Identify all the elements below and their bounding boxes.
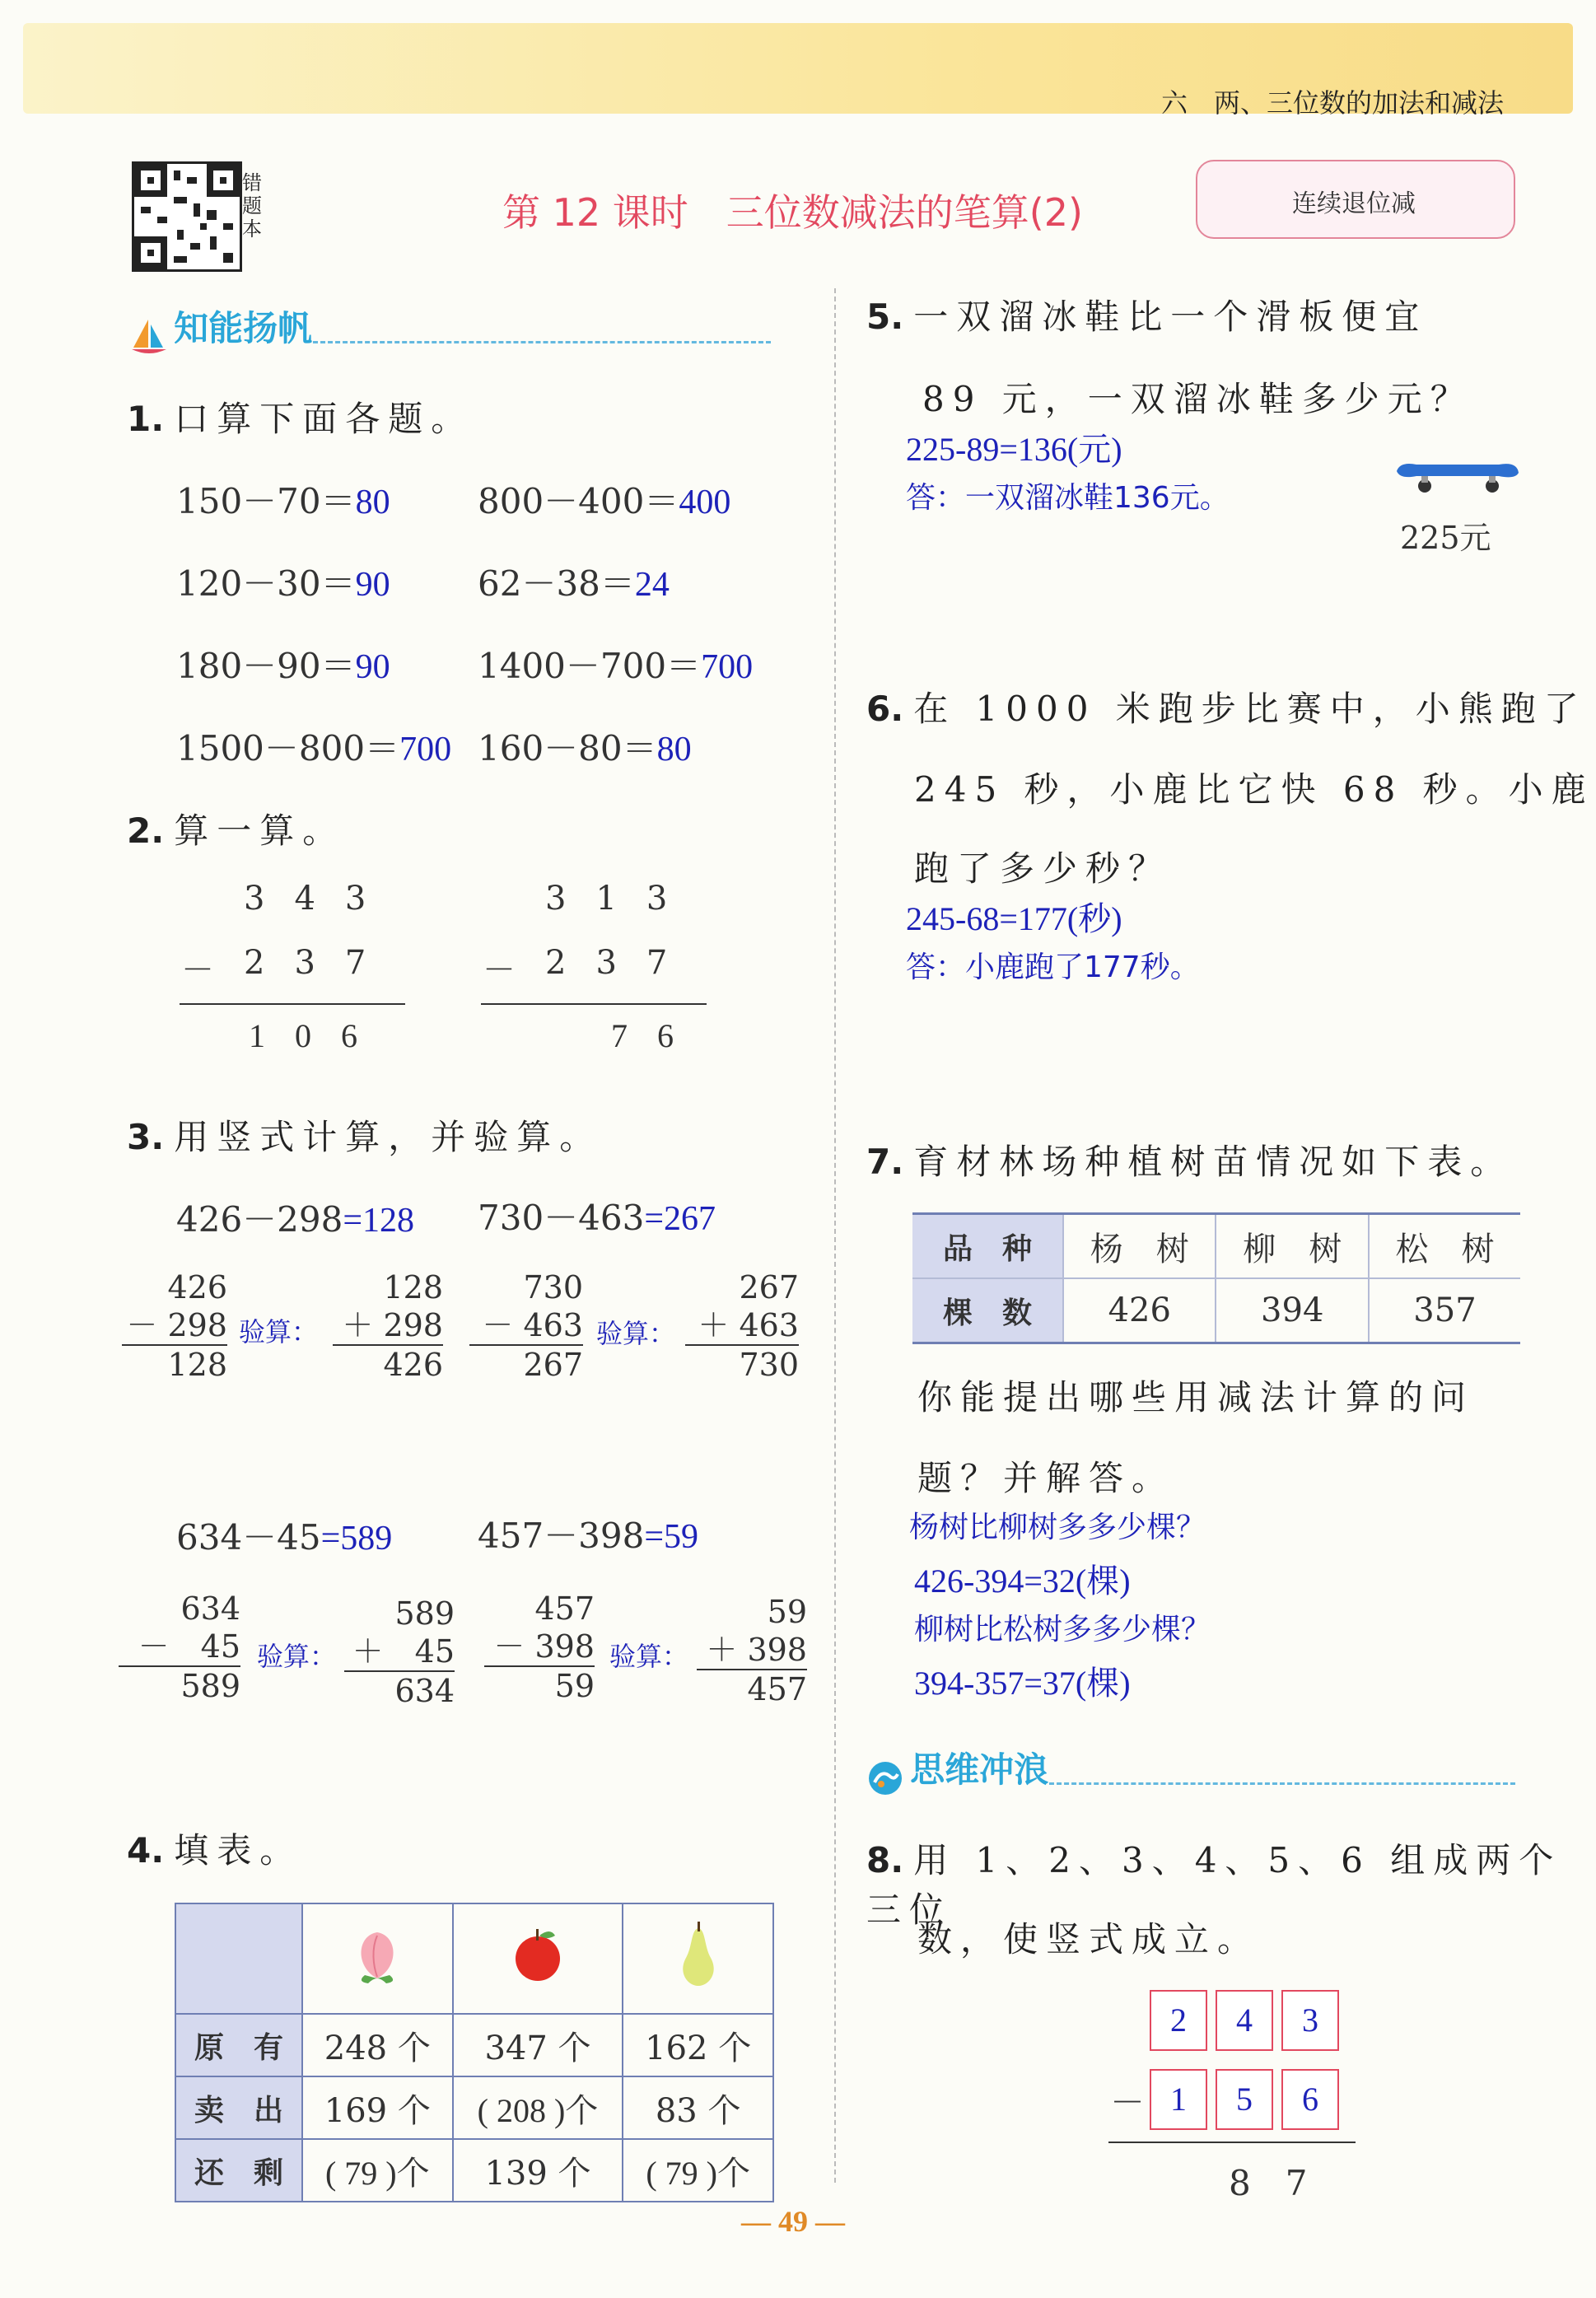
q5-answer-text: 答：一双溜冰鞋136元。: [906, 481, 1230, 515]
sailboat-icon: [128, 316, 170, 357]
q2b-minus: －: [483, 951, 545, 989]
page-number: — 49 —: [741, 2205, 845, 2238]
q5-line1: 5. 一双溜冰鞋比一个滑板便宜: [866, 297, 1428, 337]
table-cell: ( 79 )个: [302, 2139, 453, 2202]
section-rule-1: [313, 341, 771, 343]
q2b-top: 313: [545, 880, 698, 918]
q3-check-label: 验算：: [596, 1318, 676, 1349]
q3-prompt: 3. 用竖式计算，并验算。: [127, 1117, 603, 1157]
q1-item: 62－38＝24: [478, 563, 670, 604]
q7-answer: 426-394=32(棵): [914, 1562, 1131, 1600]
digit-box: 6: [1281, 2069, 1339, 2130]
q8-bottom-digits: [1150, 2069, 1347, 2130]
table-cell: 357: [1413, 1291, 1477, 1329]
table-header: 棵 数: [912, 1278, 1063, 1343]
section-header-1: [128, 301, 312, 357]
q3-expr: 634－45=589: [176, 1517, 393, 1558]
q6-line3: 跑了多少秒？: [914, 848, 1172, 889]
q3-check-label: 验算：: [239, 1316, 319, 1348]
q7-answer: 杨树比柳树多多少棵？: [909, 1511, 1206, 1544]
q2b-rule: [481, 1003, 707, 1005]
q8-result: 8 7: [1229, 2163, 1308, 2203]
digit-box: 3: [1281, 1990, 1339, 2051]
qr-code-icon: [134, 164, 240, 269]
skateboard-price: 225元: [1400, 520, 1491, 556]
qr-label: 错题本: [242, 171, 262, 241]
q2b-bottom: 237: [545, 944, 698, 982]
q3-expr: 457－398=59: [478, 1516, 699, 1556]
q3-vertical-calc: 730 － 463 267: [469, 1268, 583, 1384]
q8-top-digits: [1150, 1990, 1347, 2051]
q8-minus: －: [1110, 2082, 1146, 2123]
q3-check-label: 验算：: [609, 1641, 689, 1672]
digit-box: 4: [1216, 1990, 1273, 2051]
skateboard-icon: [1392, 455, 1524, 507]
q8-rule: [1108, 2142, 1356, 2143]
table-header: 杨 树: [1063, 1214, 1216, 1279]
table-cell: 162 个: [623, 2014, 773, 2076]
q4-fill-table: [175, 1903, 774, 2202]
q8-line1: 8. 用 1、2、3、4、5、6 组成两个三位: [866, 1840, 1562, 1930]
table-corner: [175, 1903, 302, 2014]
digit-box: 1: [1150, 2069, 1207, 2130]
q1-prompt: 1. 口算下面各题。: [127, 399, 474, 439]
q3-expr: 426－298=128: [176, 1199, 415, 1240]
table-header: 品 种: [912, 1214, 1063, 1279]
digit-box: 5: [1216, 2069, 1273, 2130]
section-header-2: [865, 1743, 1048, 1799]
pear-icon: [623, 1903, 773, 2014]
q3-check-calc: 267 ＋ 463 730: [685, 1268, 799, 1384]
q3-vertical-calc: 457 － 398 59: [484, 1590, 595, 1705]
q3-check-calc: 59 ＋ 398 457: [697, 1593, 807, 1708]
apple-icon: [453, 1903, 623, 2014]
q1-item: 150－70＝80: [176, 481, 390, 521]
q2a-minus: －: [181, 951, 244, 989]
q2a-rule: [180, 1003, 405, 1005]
q6-answer-calc: 245-68=177(秒): [906, 900, 1122, 937]
q7-answer: 柳树比松树多多少棵？: [914, 1613, 1211, 1646]
q5-answer-calc: 225-89=136(元): [906, 431, 1122, 468]
table-cell: 169 个: [302, 2076, 453, 2139]
q3-check-calc: 589 ＋ 45 634: [344, 1595, 455, 1710]
q3-vertical-calc: 634 － 45 589: [119, 1590, 240, 1705]
table-cell: 248 个: [302, 2014, 453, 2076]
q7-prompt: 7. 育材林场种植树苗情况如下表。: [866, 1142, 1514, 1182]
lesson-title: 第 12 课时 三位数减法的笔算(2): [502, 190, 1083, 235]
table-cell: 394: [1216, 1278, 1368, 1343]
q1-item: 800－400＝400: [478, 481, 731, 521]
q1-item: 160－80＝80: [478, 728, 692, 768]
q1-item: 180－90＝90: [176, 646, 390, 686]
q7-tree-table: [912, 1212, 1520, 1344]
q5-line2: 89 元，一双溜冰鞋多少元？: [922, 379, 1473, 419]
wave-icon: [865, 1758, 906, 1799]
table-cell: 139 个: [453, 2139, 623, 2202]
section-title-2: 思维冲浪: [910, 1749, 1049, 1790]
row-label: 原 有: [175, 2014, 302, 2076]
table-cell: 83 个: [623, 2076, 773, 2139]
q6-line2: 245 秒，小鹿比它快 68 秒。小鹿: [914, 769, 1594, 810]
q2a-result: 106: [249, 1017, 387, 1054]
table-cell: ( 208 )个: [453, 2076, 623, 2139]
q7-question-line1: 你能提出哪些用减法计算的问: [917, 1377, 1475, 1418]
q2b-result: 76: [611, 1017, 703, 1054]
q3-expr: 730－463=267: [478, 1198, 716, 1238]
q1-item: 1400－700＝700: [478, 646, 754, 686]
q2-prompt: 2. 算一算。: [127, 810, 346, 851]
table-header: 柳 树: [1216, 1214, 1368, 1279]
q6-answer-text: 答：小鹿跑了177秒。: [906, 950, 1200, 984]
table-header: 松 树: [1395, 1230, 1495, 1268]
q7-question-line2: 题？并解答。: [917, 1458, 1175, 1498]
section-title-1: 知能扬帆: [174, 308, 313, 348]
q3-vertical-calc: 426 － 298 128: [122, 1268, 227, 1384]
peach-icon: [302, 1903, 453, 2014]
table-cell: ( 79 )个: [623, 2139, 773, 2202]
section-rule-2: [1049, 1782, 1515, 1785]
q8-line2: 数，使竖式成立。: [917, 1919, 1261, 1959]
chapter-subtitle: 六 两、三位数的加法和减法: [1161, 87, 1505, 119]
q3-check-calc: 128 ＋ 298 426: [333, 1268, 443, 1384]
topic-tag: 连续退位减: [1292, 189, 1416, 218]
q7-answer: 394-357=37(棵): [914, 1665, 1131, 1702]
q2a-top: 343: [244, 880, 396, 918]
qr-code[interactable]: [132, 161, 242, 272]
q1-item: 120－30＝90: [176, 563, 390, 604]
q2a-bottom: 237: [244, 944, 396, 982]
row-label: 还 剩: [175, 2139, 302, 2202]
table-cell: 426: [1063, 1278, 1216, 1343]
digit-box: 2: [1150, 1990, 1207, 2051]
column-divider: [834, 288, 836, 2183]
q4-prompt: 4. 填表。: [127, 1830, 303, 1871]
row-label: 卖 出: [175, 2076, 302, 2139]
q1-item: 1500－800＝700: [176, 728, 452, 768]
q3-check-label: 验算：: [257, 1641, 337, 1672]
table-cell: 347 个: [453, 2014, 623, 2076]
q6-line1: 6. 在 1000 米跑步比赛中，小熊跑了: [866, 689, 1587, 729]
